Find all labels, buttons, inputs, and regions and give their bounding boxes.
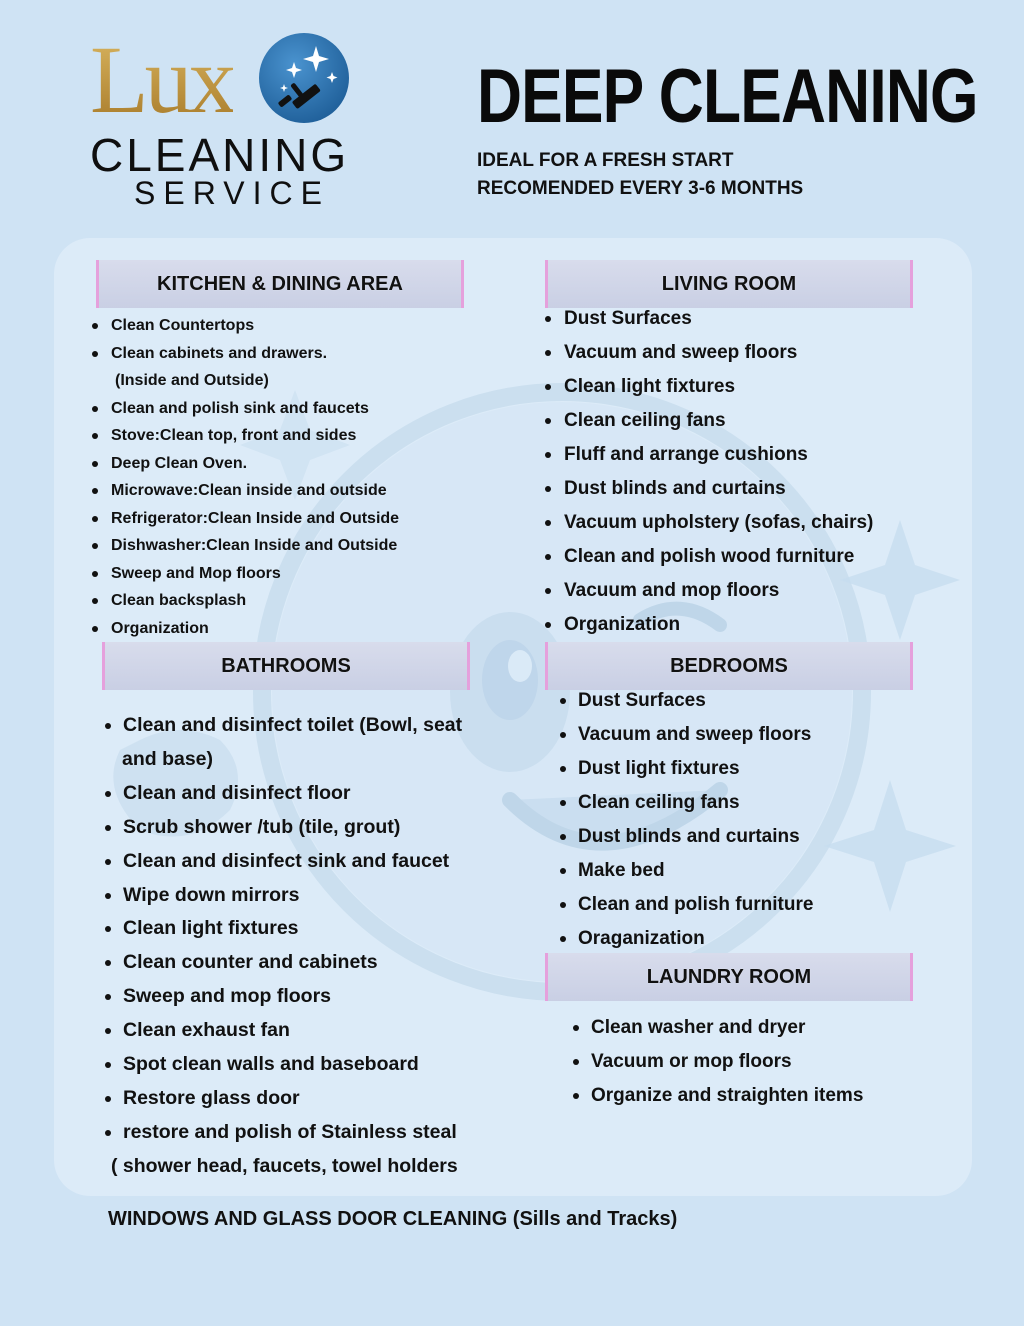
list-item: Stove:Clean top, front and sides	[92, 422, 399, 450]
list-item: Vacuum and sweep floors	[560, 718, 813, 752]
living-room-task-list	[545, 302, 873, 642]
list-item: Clean ceiling fans	[545, 404, 873, 438]
list-item: Vacuum and mop floors	[545, 574, 873, 608]
list-item: Dust light fixtures	[560, 752, 813, 786]
company-logo	[88, 26, 358, 211]
bathrooms-section-header: BATHROOMS	[102, 642, 470, 690]
list-item: Clean and disinfect sink and faucet	[105, 845, 462, 879]
list-item: Wipe down mirrors	[105, 879, 462, 913]
list-item: Clean counter and cabinets	[105, 946, 462, 980]
list-item: Sweep and mop floors	[105, 980, 462, 1014]
squeegee-icon	[258, 32, 350, 124]
list-item: Dust Surfaces	[545, 302, 873, 336]
list-item: Clean washer and dryer	[573, 1011, 863, 1045]
list-item: Sweep and Mop floors	[92, 560, 399, 588]
list-item: Clean light fixtures	[545, 370, 873, 404]
list-item: (Inside and Outside)	[115, 372, 269, 389]
list-item: Clean and polish wood furniture	[545, 540, 873, 574]
list-item: Vacuum and sweep floors	[545, 336, 873, 370]
list-item: Clean light fixtures	[105, 912, 462, 946]
list-item: Organize and straighten items	[573, 1079, 863, 1113]
list-item: Clean exhaust fan	[105, 1014, 462, 1048]
list-item: Vacuum upholstery (sofas, chairs)	[545, 506, 873, 540]
list-item: Dust blinds and curtains	[545, 472, 873, 506]
logo-service-text: SERVICE	[134, 175, 330, 211]
kitchen-task-list	[92, 312, 399, 642]
subtitle-fresh-start: IDEAL FOR A FRESH START	[477, 150, 734, 171]
laundry-room-section-header: LAUNDRY ROOM	[545, 953, 913, 1001]
list-item: Organization	[545, 608, 873, 642]
logo-brand-text: Lux	[90, 26, 233, 133]
list-item: Vacuum or mop floors	[573, 1045, 863, 1079]
list-item: Spot clean walls and baseboard	[105, 1048, 462, 1082]
living-room-section-header: LIVING ROOM	[545, 260, 913, 308]
list-item: Dishwasher:Clean Inside and Outside	[92, 532, 399, 560]
list-item: Microwave:Clean inside and outside	[92, 477, 399, 505]
list-item: Clean and polish sink and faucets	[92, 395, 399, 423]
logo-cleaning-text: CLEANING	[90, 129, 350, 181]
list-item: Fluff and arrange cushions	[545, 438, 873, 472]
list-item: Deep Clean Oven.	[92, 450, 399, 478]
list-item: Dust blinds and curtains	[560, 820, 813, 854]
list-item: Clean and disinfect toilet (Bowl, seat	[105, 709, 462, 743]
list-item: Make bed	[560, 854, 813, 888]
list-item: restore and polish of Stainless steal	[105, 1116, 462, 1150]
list-item: Restore glass door	[105, 1082, 462, 1116]
list-item: Clean cabinets and drawers.	[92, 340, 399, 368]
laundry-room-task-list	[573, 1011, 863, 1113]
list-item: Clean backsplash	[92, 587, 399, 615]
list-item: Scrub shower /tub (tile, grout)	[105, 811, 462, 845]
list-item: Clean Countertops	[92, 312, 399, 340]
list-item: Clean and disinfect floor	[105, 777, 462, 811]
list-item: Dust Surfaces	[560, 684, 813, 718]
list-item: Oraganization	[560, 922, 813, 956]
bathrooms-task-list	[105, 709, 462, 1184]
bedrooms-task-list	[560, 684, 813, 956]
list-item: and base)	[122, 747, 214, 770]
list-item: Clean ceiling fans	[560, 786, 813, 820]
page-title: DEEP CLEANING	[477, 54, 978, 139]
bedrooms-section-header: BEDROOMS	[545, 642, 913, 690]
list-item: Clean and polish furniture	[560, 888, 813, 922]
list-item: ( shower head, faucets, towel holders	[111, 1154, 458, 1177]
windows-cleaning-note: WINDOWS AND GLASS DOOR CLEANING (Sills and Tracks)	[108, 1208, 678, 1230]
kitchen-section-header: KITCHEN & DINING AREA	[96, 260, 464, 308]
list-item: Refrigerator:Clean Inside and Outside	[92, 505, 399, 533]
list-item: Organization	[92, 615, 399, 643]
subtitle-frequency: RECOMENDED EVERY 3-6 MONTHS	[477, 178, 804, 199]
